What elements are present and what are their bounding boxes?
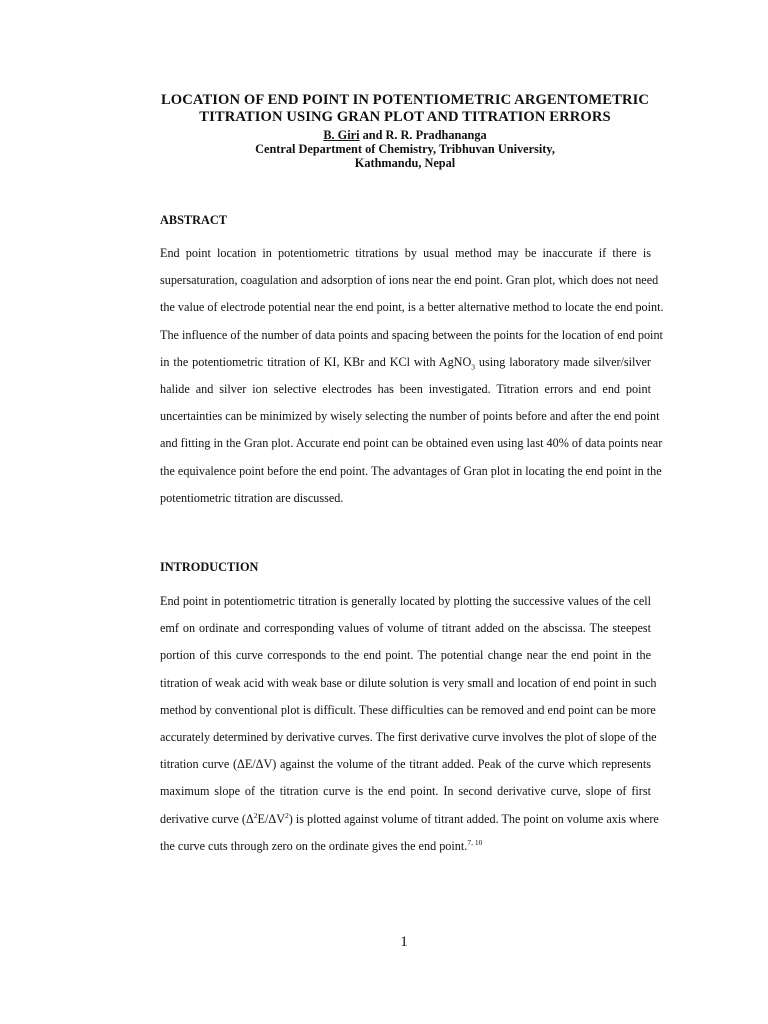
- intro-line-9-sup-1: 2: [253, 810, 258, 820]
- abstract-line: supersaturation, coagulation and adsorption of ions near the end point. Gran plot, which does not need: [160, 273, 659, 288]
- introduction-line: [160, 833, 651, 860]
- introduction-line: accurately determined by derivative curves. The first derivative curve involves the plot of slope of the: [160, 729, 657, 744]
- citation-superscript: 7, 10: [467, 837, 483, 847]
- abstract-line: the equivalence point before the end point. The advantages of Gran plot in locating the end point in the: [160, 463, 662, 478]
- paper-title-line-2: TITRATION USING GRAN PLOT AND TITRATION ERRORS: [199, 109, 611, 125]
- authors: [100, 128, 710, 142]
- abstract-line: [160, 349, 651, 376]
- intro-line-9-c: ) is plotted against volume of titrant added. The point on volume axis where: [288, 811, 659, 826]
- first-author: B. Giri: [323, 128, 360, 142]
- abstract-line: End point location in potentiometric titrations by usual method may be inaccurate if there is: [160, 246, 651, 260]
- abstract-body: [160, 240, 664, 512]
- page-number: 1: [400, 934, 408, 950]
- intro-line-10-text: the curve cuts through zero on the ordinate gives the end point.: [160, 838, 468, 853]
- affiliation-line-1: Central Department of Chemistry, Tribhuvan University,: [255, 142, 555, 156]
- abstract-line: halide and silver ion selective electrodes has been investigated. Titration errors and end point: [160, 381, 651, 396]
- introduction-line: End point in potentiometric titration is generally located by plotting the successive values of the cell: [160, 594, 651, 608]
- abstract-line: and fitting in the Gran plot. Accurate end point can be obtained even using last 40% of data points near: [160, 436, 663, 451]
- title-block: [100, 92, 710, 170]
- abstract-line-5-subscript: 3: [471, 362, 476, 372]
- abstract-line-5-post: using laboratory made silver/silver: [475, 354, 651, 369]
- affiliation-line-2: Kathmandu, Nepal: [354, 156, 456, 170]
- introduction-line: emf on ordinate and corresponding values of volume of titrant added on the abscissa. The steepest: [160, 621, 651, 636]
- introduction-line: titration of weak acid with weak base or dilute solution is very small and location of end point in such: [160, 675, 657, 690]
- other-authors: and R. R. Pradhananga: [359, 128, 487, 142]
- introduction-line: method by conventional plot is difficult. These difficulties can be removed and end point can be more: [160, 702, 656, 717]
- introduction-line: portion of this curve corresponds to the end point. The potential change near the end point in the: [160, 648, 651, 663]
- intro-line-9-sup-2: 2: [285, 810, 289, 820]
- abstract-heading: ABSTRACT: [160, 213, 227, 227]
- abstract-line: potentiometric titration are discussed.: [160, 490, 344, 505]
- abstract-line: the value of electrode potential near the end point, is a better alternative method to locate the end point.: [160, 300, 664, 315]
- intro-line-9-a: derivative curve (Δ: [160, 811, 254, 826]
- introduction-line: [160, 806, 659, 833]
- introduction-line: titration curve (ΔE/ΔV) against the volume of the titrant added. Peak of the curve which represents: [160, 757, 651, 772]
- paper-title-line-1: LOCATION OF END POINT IN POTENTIOMETRIC ARGENTOMETRIC: [160, 92, 650, 108]
- introduction-line: maximum slope of the titration curve is the end point. In second derivative curve, slope of first: [160, 784, 651, 799]
- introduction-body: [160, 588, 659, 860]
- introduction-heading: INTRODUCTION: [160, 560, 259, 574]
- intro-line-9-b: E/ΔV: [257, 811, 286, 826]
- abstract-line: The influence of the number of data points and spacing between the points for the location of end point: [160, 327, 663, 342]
- abstract-line-5-pre: in the potentiometric titration of KI, KBr and KCl with AgNO: [160, 354, 472, 369]
- abstract-line: uncertainties can be minimized by wisely selecting the number of points before and after the end point: [160, 409, 660, 424]
